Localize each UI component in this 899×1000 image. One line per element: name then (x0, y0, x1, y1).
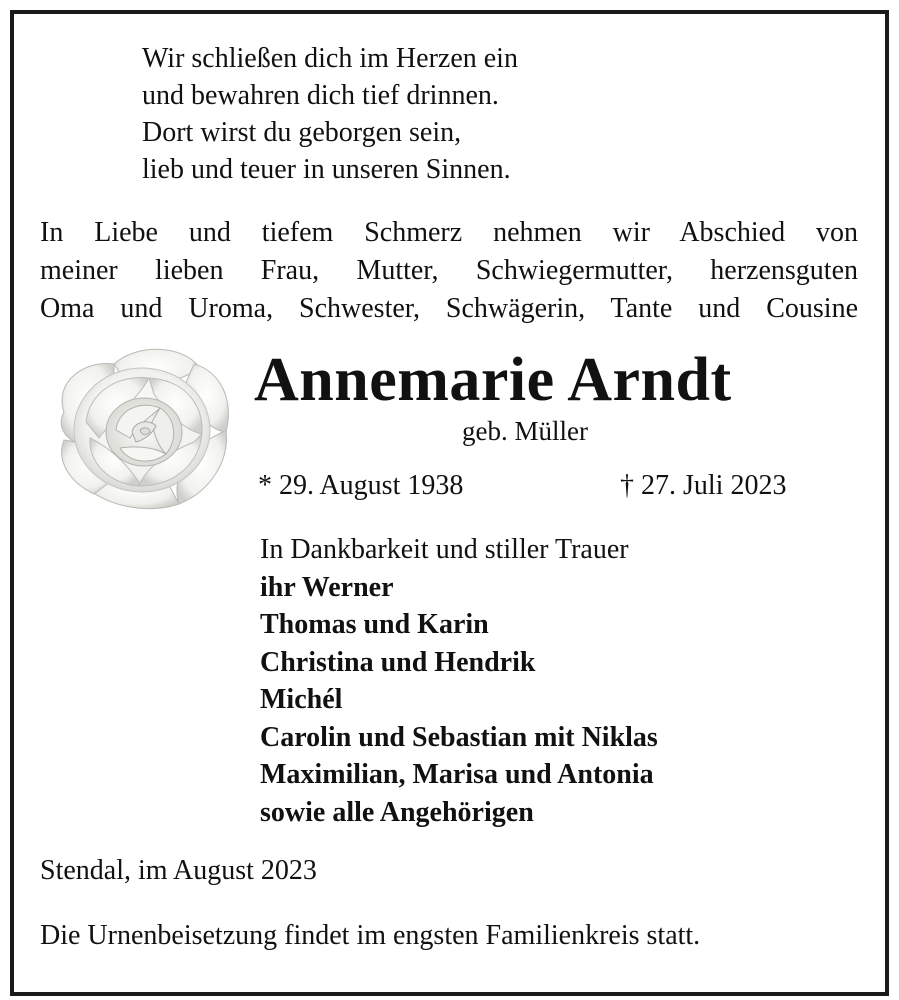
poem-line: lieb und teuer in unseren Sinnen. (142, 154, 511, 185)
death-date: † 27. Juli 2023 (620, 470, 787, 501)
mourner-name: Michél (260, 684, 343, 715)
intro-text (40, 214, 858, 328)
intro-line: meiner lieben Frau, Mutter, Schwiegermutter, herzensguten (40, 255, 858, 286)
mourners-block (260, 531, 658, 831)
poem-line: Dort wirst du geborgen sein, (142, 117, 462, 148)
deceased-name: Annemarie Arndt (254, 346, 732, 414)
mourner-name: Carolin und Sebastian mit Niklas (260, 721, 658, 753)
mourner-name: ihr Werner (260, 571, 394, 603)
mourner-name: sowie alle Angehörigen (260, 796, 534, 828)
poem (142, 40, 518, 188)
birth-date: * 29. August 1938 (258, 470, 464, 501)
mourner-name: Christina und Hendrik (260, 646, 536, 678)
intro-line: In Liebe und tiefem Schmerz nehmen wir Abschied von (40, 217, 858, 248)
place-date: Stendal, im August 2023 (40, 855, 317, 886)
mourners-opening: In Dankbarkeit und stiller Trauer (260, 534, 629, 565)
poem-line: Wir schließen dich im Herzen ein (142, 43, 518, 74)
intro-line: Oma und Uroma, Schwester, Schwägerin, Tante und Cousine (40, 293, 858, 324)
burial-note: Die Urnenbeisetzung findet im engsten Familienkreis statt. (40, 920, 701, 951)
mourner-name: Thomas und Karin (260, 609, 489, 640)
maiden-name: geb. Müller (462, 416, 588, 446)
white-rose-icon (44, 342, 236, 514)
poem-line: und bewahren dich tief drinnen. (142, 80, 499, 111)
mourner-name: Maximilian, Marisa und Antonia (260, 759, 654, 790)
